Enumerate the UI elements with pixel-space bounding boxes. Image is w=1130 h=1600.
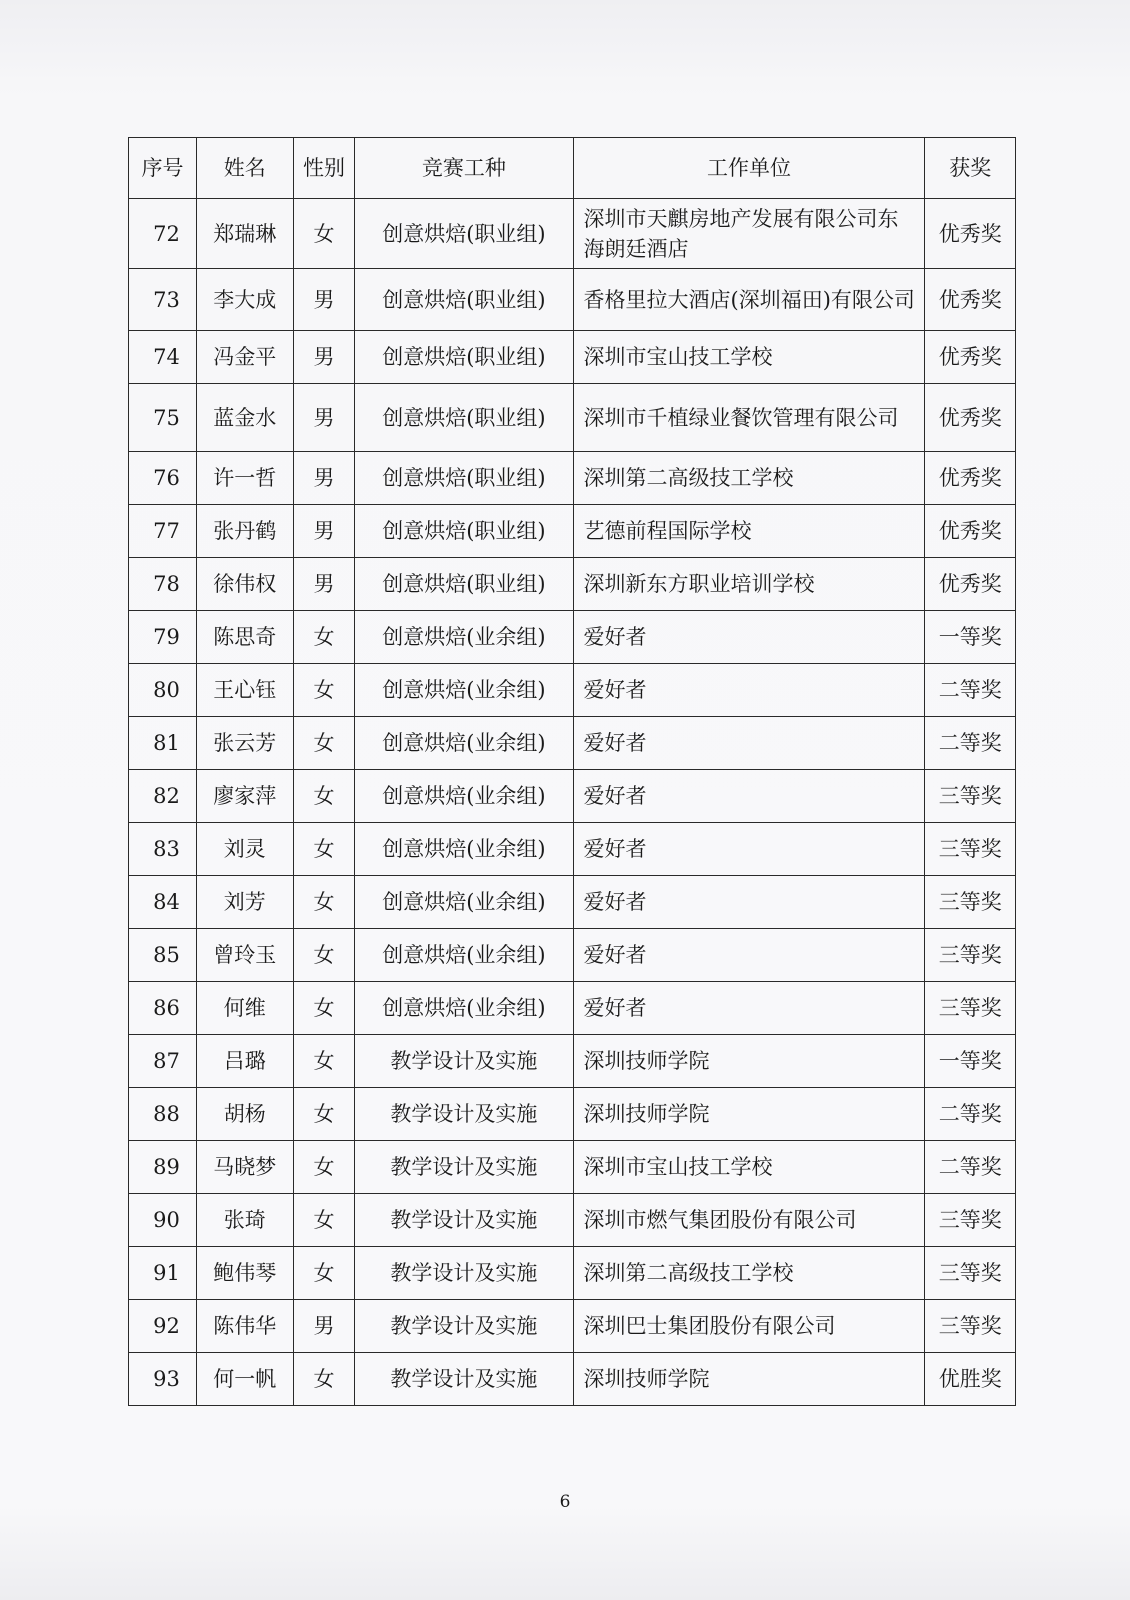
cell-unit: 深圳市宝山技工学校 [573, 331, 925, 384]
cell-award: 优秀奖 [925, 269, 1016, 331]
table-row [129, 1247, 1016, 1300]
cell-gender: 女 [293, 823, 355, 876]
table-row [129, 1141, 1016, 1194]
cell-award: 二等奖 [925, 1141, 1016, 1194]
cell-gender: 女 [293, 929, 355, 982]
cell-gender: 女 [293, 1035, 355, 1088]
cell-name: 何一帆 [196, 1353, 293, 1406]
cell-name: 何维 [196, 982, 293, 1035]
cell-event: 创意烘焙(职业组) [355, 384, 573, 452]
cell-gender: 男 [293, 558, 355, 611]
table-row [129, 611, 1016, 664]
table-row [129, 929, 1016, 982]
table-row [129, 1194, 1016, 1247]
table-row [129, 1035, 1016, 1088]
cell-name: 陈思奇 [196, 611, 293, 664]
cell-event: 创意烘焙(职业组) [355, 452, 573, 505]
cell-name: 李大成 [196, 269, 293, 331]
cell-event: 教学设计及实施 [355, 1194, 573, 1247]
cell-no: 93 [129, 1353, 197, 1406]
cell-no: 92 [129, 1300, 197, 1353]
table-header [129, 138, 1016, 199]
cell-unit: 爱好者 [573, 611, 925, 664]
cell-gender: 男 [293, 331, 355, 384]
table-row [129, 823, 1016, 876]
cell-event: 创意烘焙(业余组) [355, 717, 573, 770]
cell-unit: 深圳第二高级技工学校 [573, 452, 925, 505]
table-row [129, 199, 1016, 269]
header-award: 获奖 [925, 138, 1016, 199]
cell-unit: 深圳巴士集团股份有限公司 [573, 1300, 925, 1353]
header-no: 序号 [129, 138, 197, 199]
cell-gender: 女 [293, 717, 355, 770]
cell-gender: 女 [293, 982, 355, 1035]
cell-name: 冯金平 [196, 331, 293, 384]
cell-name: 张琦 [196, 1194, 293, 1247]
cell-no: 89 [129, 1141, 197, 1194]
cell-no: 87 [129, 1035, 197, 1088]
cell-gender: 女 [293, 1141, 355, 1194]
cell-no: 80 [129, 664, 197, 717]
cell-name: 曾玲玉 [196, 929, 293, 982]
cell-no: 84 [129, 876, 197, 929]
cell-unit: 深圳市天麒房地产发展有限公司东海朗廷酒店 [573, 199, 925, 269]
cell-unit: 爱好者 [573, 664, 925, 717]
cell-gender: 女 [293, 664, 355, 717]
cell-event: 创意烘焙(业余组) [355, 611, 573, 664]
cell-award: 优秀奖 [925, 384, 1016, 452]
cell-no: 88 [129, 1088, 197, 1141]
cell-unit: 深圳市千植绿业餐饮管理有限公司 [573, 384, 925, 452]
cell-award: 三等奖 [925, 876, 1016, 929]
cell-name: 张云芳 [196, 717, 293, 770]
cell-no: 91 [129, 1247, 197, 1300]
cell-unit: 深圳第二高级技工学校 [573, 1247, 925, 1300]
cell-name: 徐伟权 [196, 558, 293, 611]
cell-event: 教学设计及实施 [355, 1088, 573, 1141]
cell-no: 72 [129, 199, 197, 269]
cell-name: 胡杨 [196, 1088, 293, 1141]
cell-event: 创意烘焙(业余组) [355, 664, 573, 717]
cell-award: 一等奖 [925, 611, 1016, 664]
cell-no: 82 [129, 770, 197, 823]
cell-gender: 女 [293, 1247, 355, 1300]
cell-event: 创意烘焙(职业组) [355, 331, 573, 384]
cell-award: 优秀奖 [925, 452, 1016, 505]
cell-name: 吕璐 [196, 1035, 293, 1088]
cell-name: 刘芳 [196, 876, 293, 929]
cell-award: 一等奖 [925, 1035, 1016, 1088]
cell-unit: 爱好者 [573, 982, 925, 1035]
table-row [129, 1088, 1016, 1141]
table-row [129, 331, 1016, 384]
table-row [129, 384, 1016, 452]
cell-unit: 香格里拉大酒店(深圳福田)有限公司 [573, 269, 925, 331]
cell-unit: 深圳技师学院 [573, 1035, 925, 1088]
cell-award: 三等奖 [925, 982, 1016, 1035]
cell-gender: 女 [293, 770, 355, 823]
cell-no: 77 [129, 505, 197, 558]
header-event: 竞赛工种 [355, 138, 573, 199]
cell-award: 三等奖 [925, 929, 1016, 982]
page-number: 6 [559, 1492, 571, 1512]
cell-name: 陈伟华 [196, 1300, 293, 1353]
table-row [129, 717, 1016, 770]
cell-gender: 女 [293, 1088, 355, 1141]
cell-unit: 爱好者 [573, 876, 925, 929]
cell-no: 83 [129, 823, 197, 876]
cell-no: 78 [129, 558, 197, 611]
cell-no: 73 [129, 269, 197, 331]
cell-name: 王心钰 [196, 664, 293, 717]
cell-event: 创意烘焙(职业组) [355, 558, 573, 611]
cell-no: 79 [129, 611, 197, 664]
cell-award: 优秀奖 [925, 199, 1016, 269]
cell-award: 二等奖 [925, 664, 1016, 717]
table-row [129, 452, 1016, 505]
cell-unit: 深圳技师学院 [573, 1353, 925, 1406]
cell-event: 教学设计及实施 [355, 1353, 573, 1406]
cell-name: 廖家萍 [196, 770, 293, 823]
cell-gender: 男 [293, 384, 355, 452]
cell-event: 教学设计及实施 [355, 1141, 573, 1194]
cell-gender: 男 [293, 452, 355, 505]
cell-gender: 女 [293, 876, 355, 929]
cell-award: 三等奖 [925, 1194, 1016, 1247]
cell-award: 优胜奖 [925, 1353, 1016, 1406]
cell-award: 优秀奖 [925, 505, 1016, 558]
cell-event: 创意烘焙(职业组) [355, 199, 573, 269]
table-row [129, 982, 1016, 1035]
cell-event: 创意烘焙(业余组) [355, 876, 573, 929]
cell-event: 创意烘焙(业余组) [355, 929, 573, 982]
cell-unit: 深圳新东方职业培训学校 [573, 558, 925, 611]
cell-unit: 爱好者 [573, 823, 925, 876]
table-row [129, 505, 1016, 558]
cell-event: 创意烘焙(职业组) [355, 505, 573, 558]
cell-gender: 男 [293, 505, 355, 558]
cell-award: 三等奖 [925, 1247, 1016, 1300]
table-body [129, 199, 1016, 1406]
cell-name: 蓝金水 [196, 384, 293, 452]
cell-name: 刘灵 [196, 823, 293, 876]
table-row [129, 876, 1016, 929]
cell-unit: 深圳市燃气集团股份有限公司 [573, 1194, 925, 1247]
cell-name: 许一哲 [196, 452, 293, 505]
table-row [129, 1300, 1016, 1353]
cell-name: 郑瑞琳 [196, 199, 293, 269]
cell-award: 优秀奖 [925, 558, 1016, 611]
cell-unit: 深圳市宝山技工学校 [573, 1141, 925, 1194]
cell-no: 90 [129, 1194, 197, 1247]
cell-event: 创意烘焙(业余组) [355, 823, 573, 876]
cell-event: 创意烘焙(职业组) [355, 269, 573, 331]
table-row [129, 269, 1016, 331]
table-row [129, 664, 1016, 717]
cell-event: 创意烘焙(业余组) [355, 982, 573, 1035]
cell-gender: 女 [293, 1194, 355, 1247]
cell-no: 81 [129, 717, 197, 770]
cell-award: 优秀奖 [925, 331, 1016, 384]
cell-gender: 女 [293, 1353, 355, 1406]
award-table [128, 137, 1016, 1406]
table-row [129, 558, 1016, 611]
cell-award: 三等奖 [925, 770, 1016, 823]
cell-award: 三等奖 [925, 1300, 1016, 1353]
cell-gender: 男 [293, 1300, 355, 1353]
cell-name: 张丹鹤 [196, 505, 293, 558]
table-row [129, 770, 1016, 823]
cell-event: 教学设计及实施 [355, 1035, 573, 1088]
cell-unit: 爱好者 [573, 770, 925, 823]
cell-event: 教学设计及实施 [355, 1247, 573, 1300]
cell-no: 74 [129, 331, 197, 384]
cell-name: 马晓梦 [196, 1141, 293, 1194]
cell-unit: 艺德前程国际学校 [573, 505, 925, 558]
cell-no: 85 [129, 929, 197, 982]
cell-no: 76 [129, 452, 197, 505]
cell-no: 75 [129, 384, 197, 452]
header-name: 姓名 [196, 138, 293, 199]
header-gender: 性别 [293, 138, 355, 199]
cell-unit: 爱好者 [573, 929, 925, 982]
cell-event: 创意烘焙(业余组) [355, 770, 573, 823]
cell-name: 鲍伟琴 [196, 1247, 293, 1300]
cell-no: 86 [129, 982, 197, 1035]
cell-award: 三等奖 [925, 823, 1016, 876]
cell-event: 教学设计及实施 [355, 1300, 573, 1353]
cell-award: 二等奖 [925, 717, 1016, 770]
header-row [129, 138, 1016, 199]
cell-unit: 深圳技师学院 [573, 1088, 925, 1141]
cell-award: 二等奖 [925, 1088, 1016, 1141]
cell-gender: 男 [293, 269, 355, 331]
cell-gender: 女 [293, 611, 355, 664]
cell-gender: 女 [293, 199, 355, 269]
cell-unit: 爱好者 [573, 717, 925, 770]
table-row [129, 1353, 1016, 1406]
header-unit: 工作单位 [573, 138, 925, 199]
